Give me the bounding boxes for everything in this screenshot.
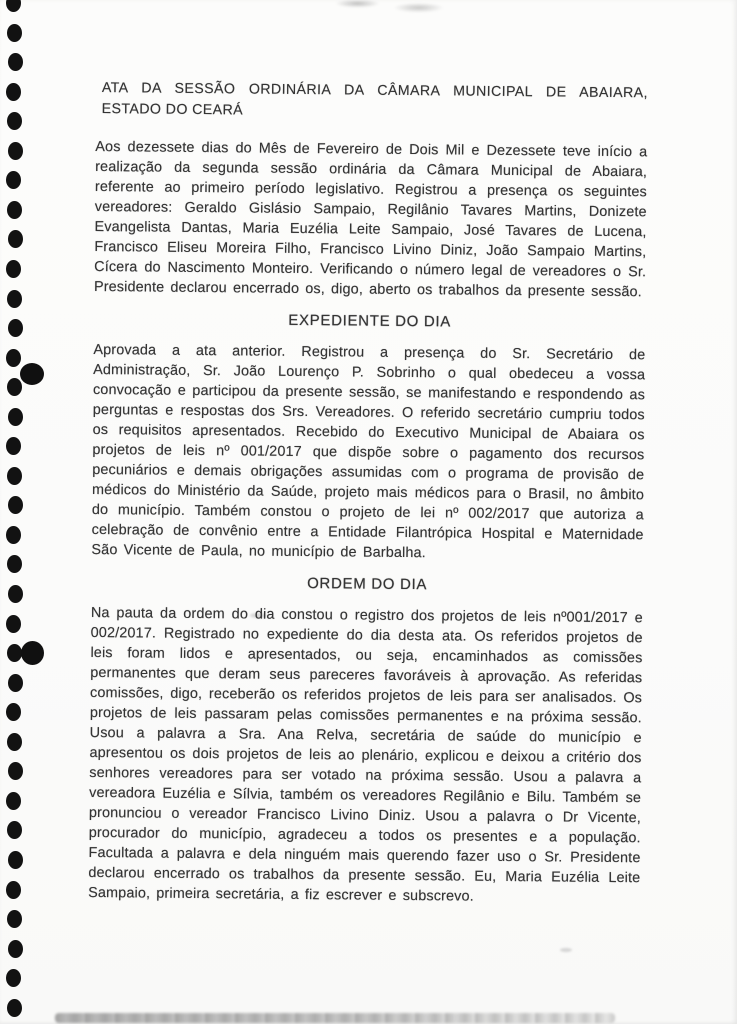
binding-hole [6,83,21,101]
binding-hole [8,496,23,514]
binding-hole [6,969,21,987]
binding-hole [8,585,23,603]
binding-hole [7,201,22,219]
binding-hole [7,644,22,662]
binding-hole [8,851,23,869]
document-title-line-2: ESTADO DO CEARÁ [101,101,244,119]
binding-hole [8,762,23,780]
scan-artifact-bottom [55,1013,615,1023]
binding-hole [6,792,21,810]
binding-hole [6,0,21,12]
section-body-expediente-do-dia: Aprovada a ata anterior. Registrou a presença do Sr. Secretário de Administração, Sr. João Lourenço P. Sobrinho o qual obedeceu a vossa convocação e participou da presente sessão, se manifestando e respondendo as perguntas e respostas dos Srs. Vereadores. O referido secretário cumpriu todos os requisitos apresentados. Recebido do Executivo Municipal de Abaiara os projetos de leis nº 001/2017 que dispõe sobre o pagamento dos recursos pecuniários e demais obrigações assumidas com o programa de provisão de médicos do Ministério da Saúde, projeto mais médicos para o Brasil, no âmbito do município. Também constou o projeto de lei nº 002/2017 que autoriza a celebração de convênio entre a Entidade Filantrópica Hospital e Maternidade São Vicente de Paula, no município de Barbalha. [91,341,646,562]
binding-hole [6,171,21,189]
binding-hole [6,615,21,633]
section-heading-expediente-do-dia: EXPEDIENTE DO DIA [288,311,452,331]
binding-holes [0,0,60,1024]
binding-hole [7,378,22,396]
binding-hole [8,674,23,692]
section-body-ordem-do-dia: Na pauta da ordem do dia constou o registro dos projetos de leis nº001/2017 e 002/2017. Registrado no expediente do dia desta ata. Os referidos projetos de leis foram lidos e apresentados, ou seja, encaminhados as comissões permanentes que deram seus pareceres favoráveis à aprovação. As referidas comissões, digo, receberão os referidos projetos de leis para ser analisados. Os projetos de leis passaram pelas comissões permanentes e na próxima sessão. Usou a palavra a Sra. Ana Relva, secretária de saúde do município e apresentou os dois projetos de leis ao plenário, explicou e deixou a critério dos senhores vereadores para ser votado na próxima sessão. Usou a palavra a vereadora Euzélia e Sílvia, também os vereadores Regilânio e Bilu. Também se pronunciou o vereador Francisco Livino Diniz. Usou a palavra o Dr Vicente, procurador do município, agradeceu a todos os presentes e a população. Facultada a palavra e dela ninguém mais querendo fazer uso o Sr. Presidente declarou encerrado os trabalhos da presente sessão. Eu, Maria Euzélia Leite Sampaio, primeira secretária, a fiz escrever e subscrevo. [88,604,643,905]
binding-hole [7,290,22,308]
binding-hole [6,260,21,278]
binding-hole [7,910,22,928]
document-title-line-1: ATA DA SESSÃO ORDINÁRIA DA CÂMARA MUNICIPAL DE ABAIARA, [101,80,648,102]
ink-blot [20,363,44,385]
binding-hole [6,349,21,367]
binding-hole [6,437,21,455]
binding-hole [6,526,21,544]
binding-hole [7,999,22,1017]
binding-hole [8,142,23,160]
binding-hole [7,112,22,130]
binding-hole [8,230,23,248]
binding-hole [7,821,22,839]
scan-speck [560,948,572,952]
section-heading-ordem-do-dia: ORDEM DO DIA [307,575,428,594]
binding-hole [8,319,23,337]
binding-hole [7,733,22,751]
binding-hole [6,703,21,721]
binding-hole [7,467,22,485]
binding-hole [8,408,23,426]
binding-hole [7,555,22,573]
binding-hole [7,24,22,42]
binding-hole [8,940,23,958]
binding-hole [6,881,21,899]
binding-hole [8,53,23,71]
document-title [102,78,648,125]
opening-paragraph: Aos dezessete dias do Mês de Fevereiro de Dois Mil e Dezessete teve início a realização da segunda sessão ordinária da Câmara Municipal de Abaiara, referente ao primeiro período legislativo. Registrou a presença os seguintes vereadores: Geraldo Gislásio Sampaio, Regilânio Tavares Martins, Donizete Evangelista Dantas, Maria Euzélia Leite Sampaio, José Tavares de Lucena, Francisco Eliseu Moreira Filho, Francisco Livino Diniz, João Sampaio Martins, Cícera do Nascimento Monteiro. Verificando o número legal de vereadores o Sr. Presidente declarou encerrado os, digo, aberto os trabalhos da presente sessão. [93,138,648,301]
document-content [88,78,648,908]
scan-artifact-top [325,0,455,14]
ink-blot [21,641,44,665]
